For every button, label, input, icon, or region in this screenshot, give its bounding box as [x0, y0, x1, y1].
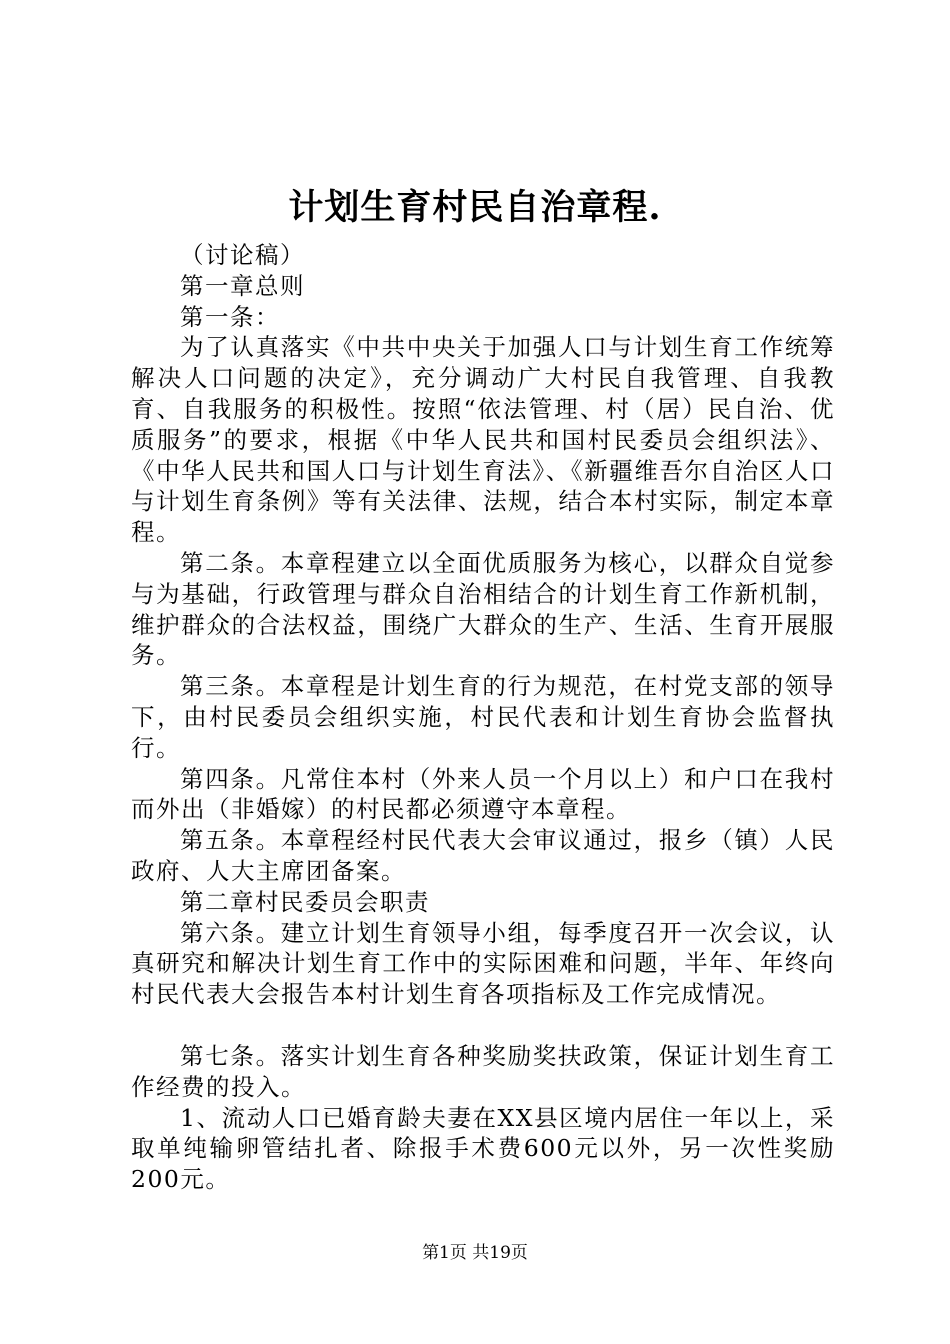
chapter-1-heading: 第一章总则 — [180, 271, 305, 300]
page-number: 第1页 共19页 — [422, 1243, 528, 1263]
article-7: 第七条。落实计划生育各种奖励奖扶政策，保证计划生育工作经费的投入。 — [131, 1041, 835, 1101]
article-4: 第四条。凡常住本村（外来人员一个月以上）和户口在我村而外出（非婚嫁）的村民都必须遵守本章程。 — [131, 764, 835, 824]
article-2: 第二条。本章程建立以全面优质服务为核心，以群众自觉参与为基础，行政管理与群众自治相结合的计划生育工作新机制，维护群众的合法权益，围绕广大群众的生产、生活、生育开展服务。 — [131, 548, 835, 670]
article-1-label: 第一条： — [180, 302, 280, 331]
chapter-2-heading: 第二章村民委员会职责 — [180, 887, 430, 916]
article-5: 第五条。本章程经村民代表大会审议通过，报乡（镇）人民政府、人大主席团备案。 — [131, 826, 835, 885]
article-3: 第三条。本章程是计划生育的行为规范，在村党支部的领导下，由村民委员会组织实施，村民代表和计划生育协会监督执行。 — [131, 672, 835, 762]
document-body — [131, 240, 835, 1195]
article-1-text: 为了认真落实《中共中央关于加强人口与计划生育工作统筹解决人口问题的决定》，充分调动广大村民自我管理、自我教育、自我服务的积极性。按照“依法管理、村（居）民自治、优质服务”的要求，根据《中华人民共和国村民委员会组织法》、《中华人民共和国人口与计划生育法》、《新疆维吾尔自治区人口与计划生育条例》等有关法律、法规，结合本村实际，制定本章程。 — [131, 333, 835, 547]
article-6: 第六条。建立计划生育领导小组，每季度召开一次会议，认真研究和解决计划生育工作中的实际困难和问题，半年、年终向村民代表大会报告本村计划生育各项指标及工作完成情况。 — [131, 918, 835, 1009]
draft-note: （讨论稿） — [180, 241, 305, 269]
document-title: 计划生育村民自治章程. — [288, 187, 662, 228]
article-7-item-1: 1、流动人口已婚育龄夫妻在XX县区境内居住一年以上，采取单纯输卵管结扎者、除报手术费600元以外，另一次性奖励200元。 — [131, 1103, 835, 1194]
